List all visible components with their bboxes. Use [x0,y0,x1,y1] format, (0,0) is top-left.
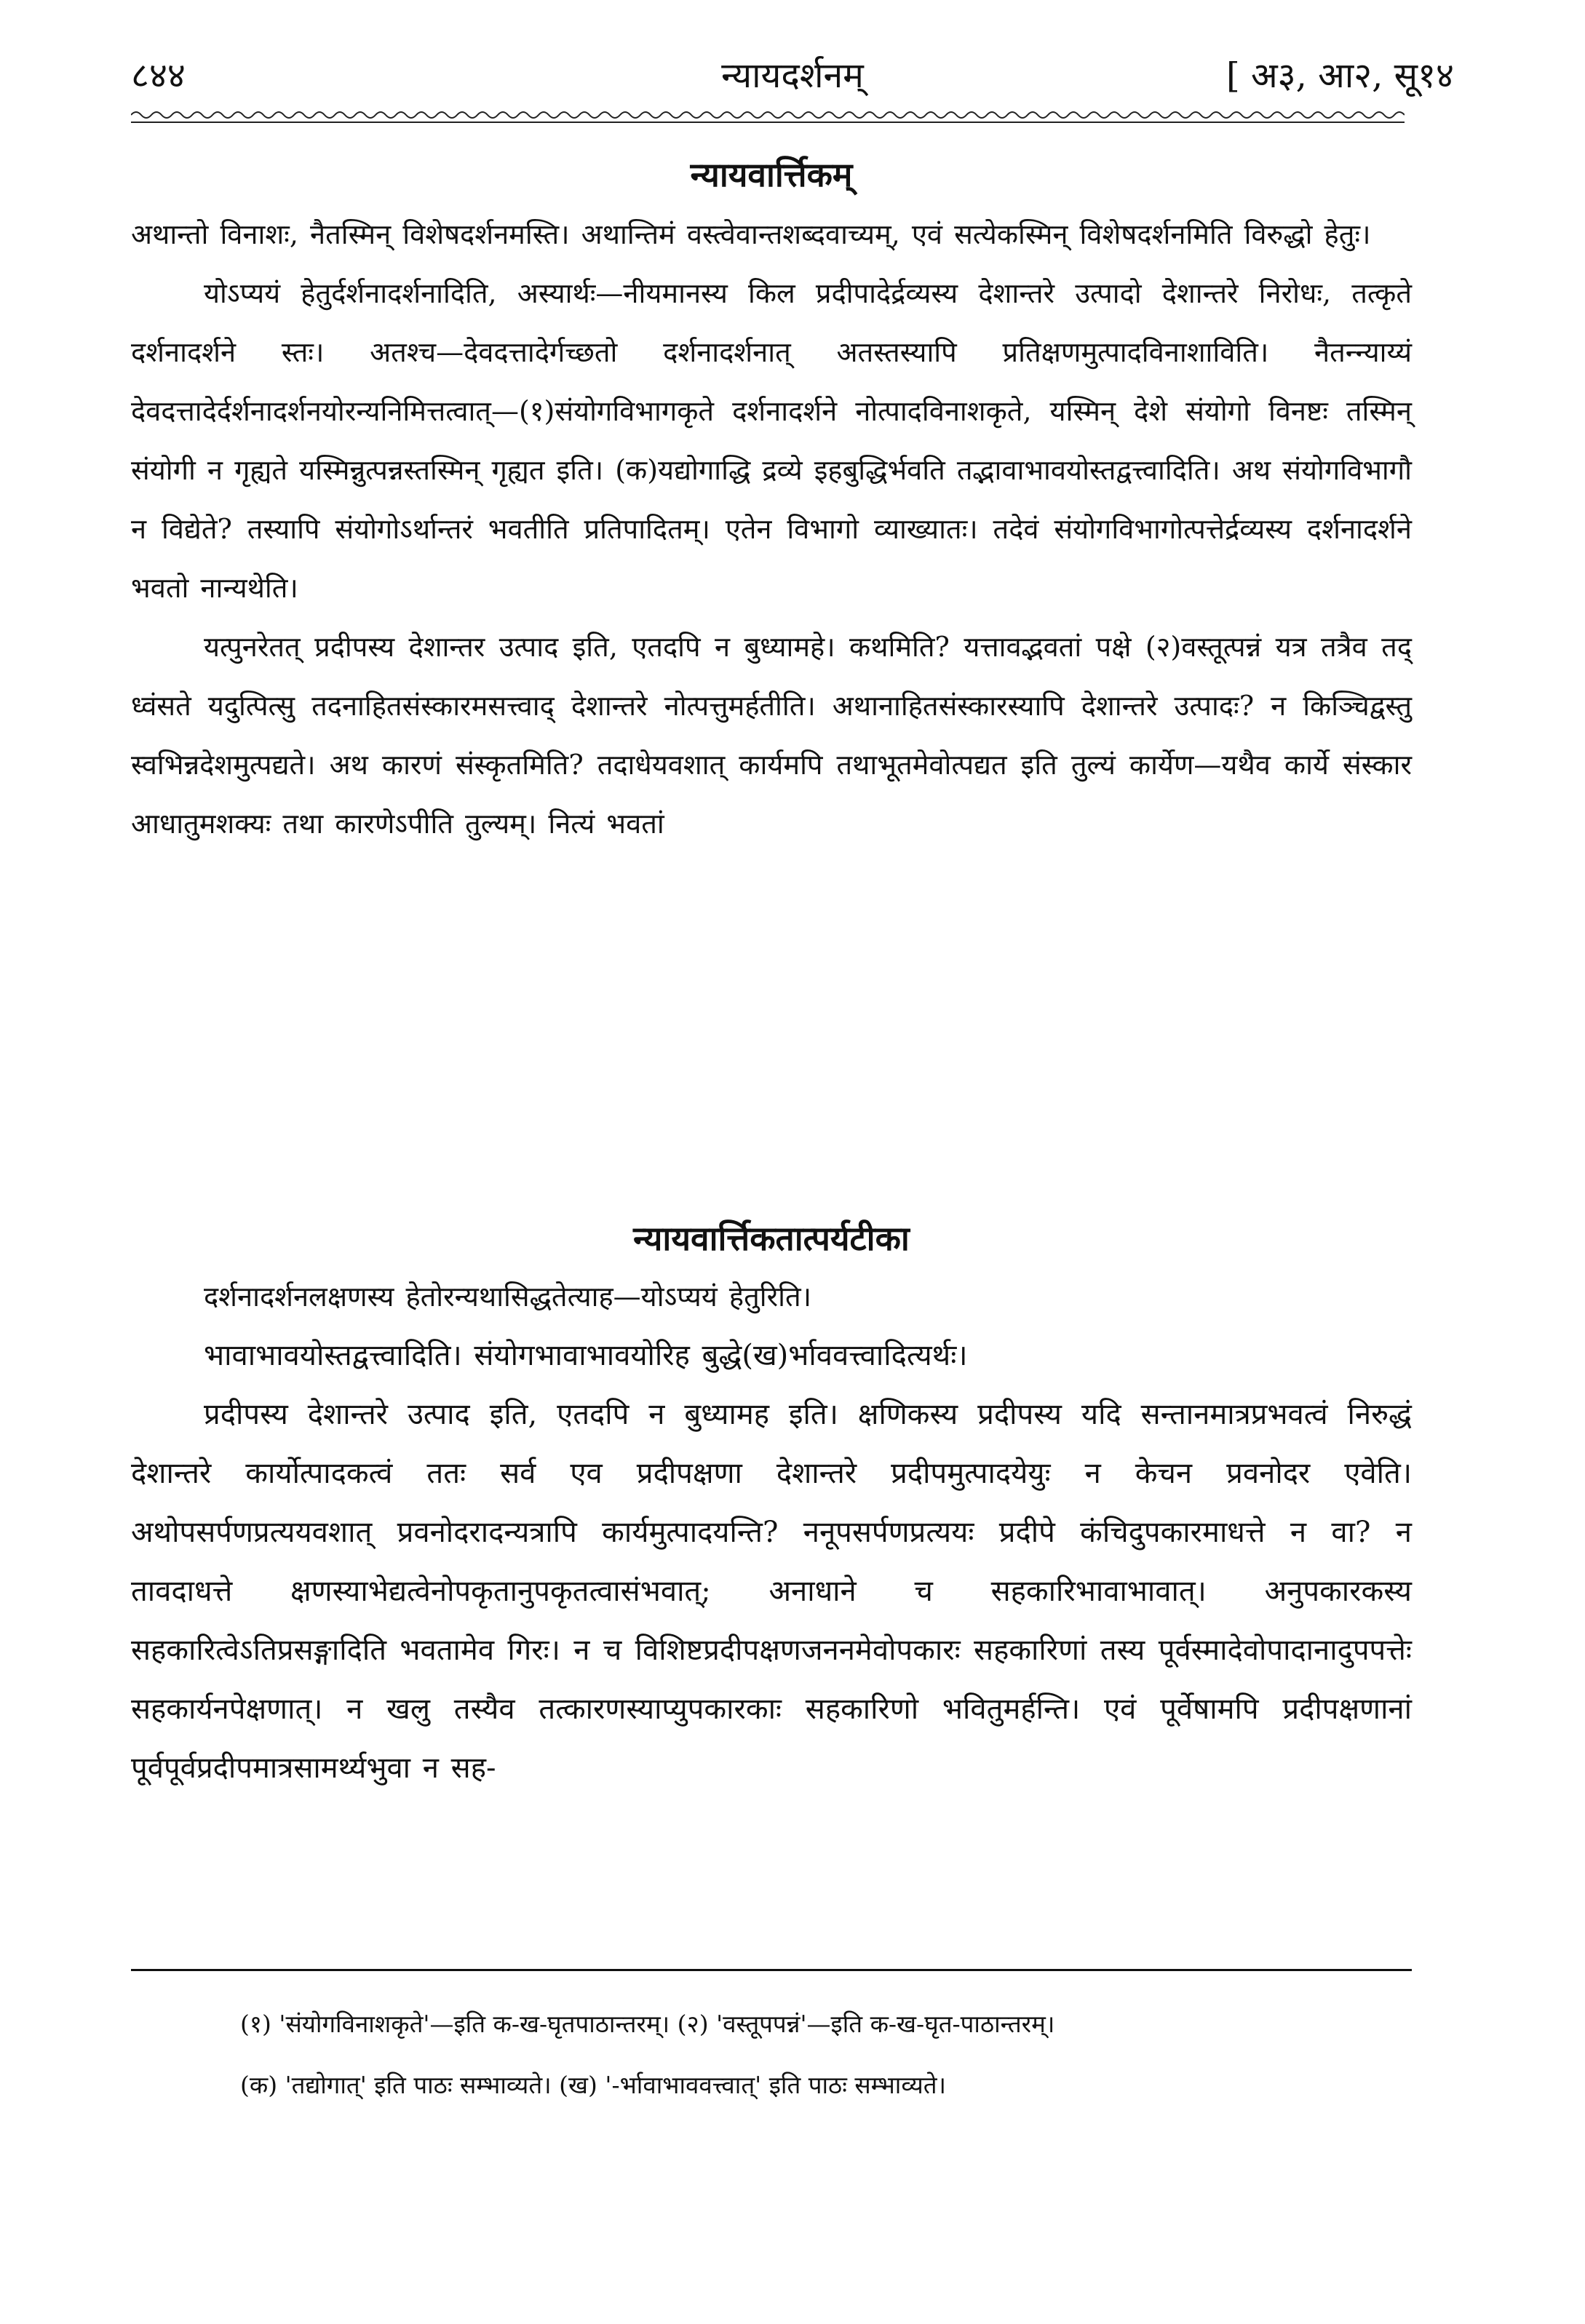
footnote-line: (क) 'तद्योगात्' इति पाठः सम्भाव्यते। (ख) '-र्भावाभाववत्त्वात्' इति पाठः सम्भाव्यते। [240,2071,947,2099]
paragraph: दर्शनादर्शनलक्षणस्य हेतोरन्यथासिद्धतेत्याह—योऽप्ययं हेतुरिति। [204,1281,812,1313]
footnotes [131,1994,1412,2116]
paragraph: यत्पुनरेतत् प्रदीपस्य देशान्तर उत्पाद इति, एतदपि न बुध्यामहे। कथमिति? यत्तावद्भवतां पक्षे (२)वस्तूत्पन्नं यत्र तत्रैव तद् ध्वंसते यदुत्पित्सु तदनाहितसंस्कारमसत्त्वाद् देशान्तरे नोत्पत्तुमर्हतीति। अथानाहितसंस्कारस्यापि देशान्तरे उत्पादः? न किञ्चिद्वस्तु स्वभिन्नदेशमुत्पद्यते। अथ कारणं संस्कृतमिति? तदाधेयवशात् कार्यमपि तथाभूतमेवोत्पद्यत इति तुल्यं कार्येण—यथैव कार्ये संस्कार आधातुमशक्यः तथा कारणेऽपीति तुल्यम्। नित्यं भवतां [131,631,1412,840]
section-tatparya-tika [131,1215,1412,1798]
footnote-line: (१) 'संयोगविनाशकृते'—इति क-ख-घृतपाठान्तरम्। (२) 'वस्तूपपन्नं'—इति क-ख-घृत-पाठान्तरम्। [240,2010,1055,2038]
paragraph: भावाभावयोस्तद्वत्त्वादिति। संयोगभावाभावयोरिह बुद्धे(ख)र्भाववत्त्वादित्यर्थः। [204,1339,968,1372]
page-number: ८४४ [131,55,186,96]
running-title: न्यायदर्शनम् [721,55,864,96]
page-header [131,47,1454,105]
section-vartika [131,151,1412,853]
paragraph: योऽप्ययं हेतुर्दर्शनादर्शनादिति, अस्यार्थः—नीयमानस्य किल प्रदीपादेर्द्रव्यस्य देशान्तरे उत्पादो देशान्तरे निरोधः, तत्कृते दर्शनादर्शने स्तः। अतश्च—देवदत्तादेर्गच्छतो दर्शनादर्शनात् अतस्तस्यापि प्रतिक्षणमुत्पादविनाशाविति। नैतन्न्याय्यं देवदत्तादेर्दर्शनादर्शनयोरन्यनिमित्तत्वात्—(१)संयोगविभागकृते दर्शनादर्शने नोत्पादविनाशकृते, यस्मिन् देशे संयोगो विनष्टः तस्मिन् संयोगी न गृह्यते यस्मिन्नुत्पन्नस्तस्मिन् गृह्यत इति। (क)यद्योगाद्धि द्रव्ये इहबुद्धिर्भवति तद्भावाभावयोस्तद्वत्त्वादिति। अथ संयोगविभागौ न विद्येते? तस्यापि संयोगोऽर्थान्तरं भवतीति प्रतिपादितम्। एतेन विभागो व्याख्यातः। तदेवं संयोगविभागोत्पत्तेर्द्रव्यस्य दर्शनादर्शने भवतो नान्यथेति। [131,277,1412,604]
header-wavy-rule [131,108,1405,125]
section-heading-vartika: न्यायवार्त्तिकम् [690,155,853,194]
section-heading-tika: न्यायवार्त्तिकतात्पर्यटीका [633,1219,910,1258]
footnote-separator [131,1969,1412,1971]
paragraph: अथान्तो विनाशः, नैतस्मिन् विशेषदर्शनमस्ति। अथान्तिमं वस्त्वेवान्तशब्दवाच्यम्, एवं सत्येकस्मिन् विशेषदर्शनमिति विरुद्धो हेतुः। [131,218,1371,250]
paragraph: प्रदीपस्य देशान्तरे उत्पाद इति, एतदपि न बुध्यामह इति। क्षणिकस्य प्रदीपस्य यदि सन्तानमात्रप्रभवत्वं निरुद्धं देशान्तरे कार्योत्पादकत्वं ततः सर्व एव प्रदीपक्षणा देशान्तरे प्रदीपमुत्पादयेयुः न केचन प्रवनोदर एवेति। अथोपसर्पणप्रत्ययवशात् प्रवनोदरादन्यत्रापि कार्यमुत्पादयन्ति? ननूपसर्पणप्रत्ययः प्रदीपे कंचिदुपकारमाधत्ते न वा? न तावदाधत्ते क्षणस्याभेद्यत्वेनोपकृतानुपकृतत्वासंभवात्; अनाधाने च सहकारिभावाभावात्। अनुपकारकस्य सहकारित्वेऽतिप्रसङ्गादिति भवतामेव गिरः। न च विशिष्टप्रदीपक्षणजननमेवोपकारः सहकारिणां तस्य पूर्वस्मादेवोपादानादुपपत्तेः सहकार्यनपेक्षणात्। न खलु तस्यैव तत्कारणस्याप्युपकारकाः सहकारिणो भवितुमर्हन्ति। एवं पूर्वेषामपि प्रदीपक्षणानां पूर्वपूर्वप्रदीपमात्रसामर्थ्यभुवा न सह- [131,1398,1412,1785]
chapter-reference: [ अ३, आ२, सू१४ [1226,55,1454,96]
